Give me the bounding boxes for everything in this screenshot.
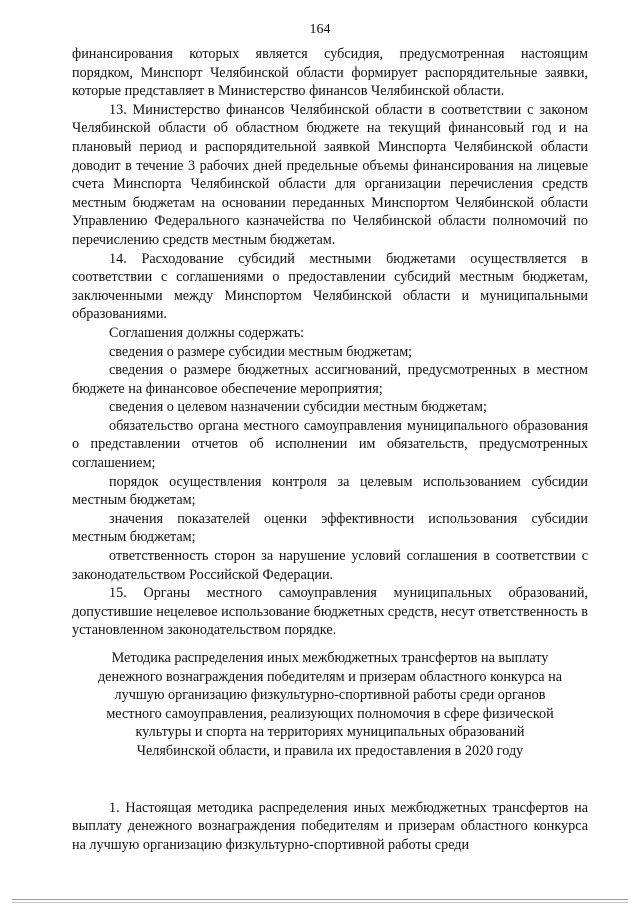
heading-line: Методика распределения иных межбюджетных трансфертов на выплату	[111, 650, 549, 666]
heading-line: денежного вознаграждения победителям и призерам областного конкурса на	[97, 668, 563, 685]
agreement-item: сведения о размере бюджетных ассигнований, предусмотренных в местном бюджете на финансовое обеспечение мероприятия;	[72, 362, 588, 397]
document-body	[72, 45, 588, 854]
agreement-intro: Соглашения должны содержать:	[109, 324, 305, 341]
agreement-item: сведения о целевом назначении субсидии местным бюджетам;	[109, 399, 487, 416]
paragraph-15: 15. Органы местного самоуправления муниципальных образований, допустившие нецелевое использование бюджетных средств, несут ответственность в установленном законодательством порядке.	[72, 585, 588, 639]
heading-line: лучшую организацию физкультурно-спортивной работы среди органов	[114, 687, 546, 704]
paragraph-14: 14. Расходование субсидий местными бюджетами осуществляется в соответствии с соглашениями о предоставлении субсидий местным бюджетам, заключенными между Минспортом Челябинской области и муниципальными образованиями.	[72, 250, 588, 323]
agreement-item: обязательство органа местного самоуправления муниципального образования о представлении отчетов об исполнении им обязательств, предусмотренных соглашением;	[72, 417, 588, 472]
heading-line: местного самоуправления, реализующих полномочия в сфере физической	[106, 705, 554, 722]
agreement-item: сведения о размере субсидии местным бюджетам;	[109, 343, 413, 360]
agreement-item: ответственность сторон за нарушение условий соглашения в соответствии с законодательством Российской Федерации.	[72, 548, 588, 583]
section-heading	[72, 649, 588, 761]
page-number: 164	[309, 22, 331, 37]
scan-edge-line	[12, 899, 628, 900]
scan-edge-line	[12, 902, 628, 903]
agreement-item: значения показателей оценки эффективности использования субсидии местным бюджетам;	[72, 510, 588, 546]
spacer	[72, 640, 588, 649]
agreement-item: порядок осуществления контроля за целевым использованием субсидии местным бюджетам;	[72, 473, 588, 509]
spacer	[72, 761, 588, 799]
methodology-paragraph-1: 1. Настоящая методика распределения иных межбюджетных трансфертов на выплату денежного вознаграждения победителям и призерам областного конкурса на лучшую организацию физкультурно-спортивной работы среди	[72, 799, 588, 853]
heading-line: Челябинской области, и правила их предоставления в 2020 году	[136, 742, 524, 759]
paragraph-continuation: финансирования которых является субсидия, предусмотренная настоящим порядком, Минспорт Челябинской области формирует распорядительные заявки, которые представляет в Министерство финансов Челябинской области.	[72, 46, 588, 100]
heading-line: культуры и спорта на территориях муниципальных образований	[135, 724, 525, 741]
paragraph-13: 13. Министерство финансов Челябинской области в соответствии с законом Челябинской области об областном бюджете на текущий финансовый год и на плановый период и распорядительной заявкой Минспорта Челябинской области доводит в течение 3 рабочих дней предельные объемы финансирования на лицевые счета Минспорта Челябинской области для организации перечисления средств местным бюджетам на основании переданных Минспортом Челябинской области Управлению Федерального казначейства по Челябинской области полномочий по перечислению средств местным бюджетам.	[72, 101, 588, 248]
